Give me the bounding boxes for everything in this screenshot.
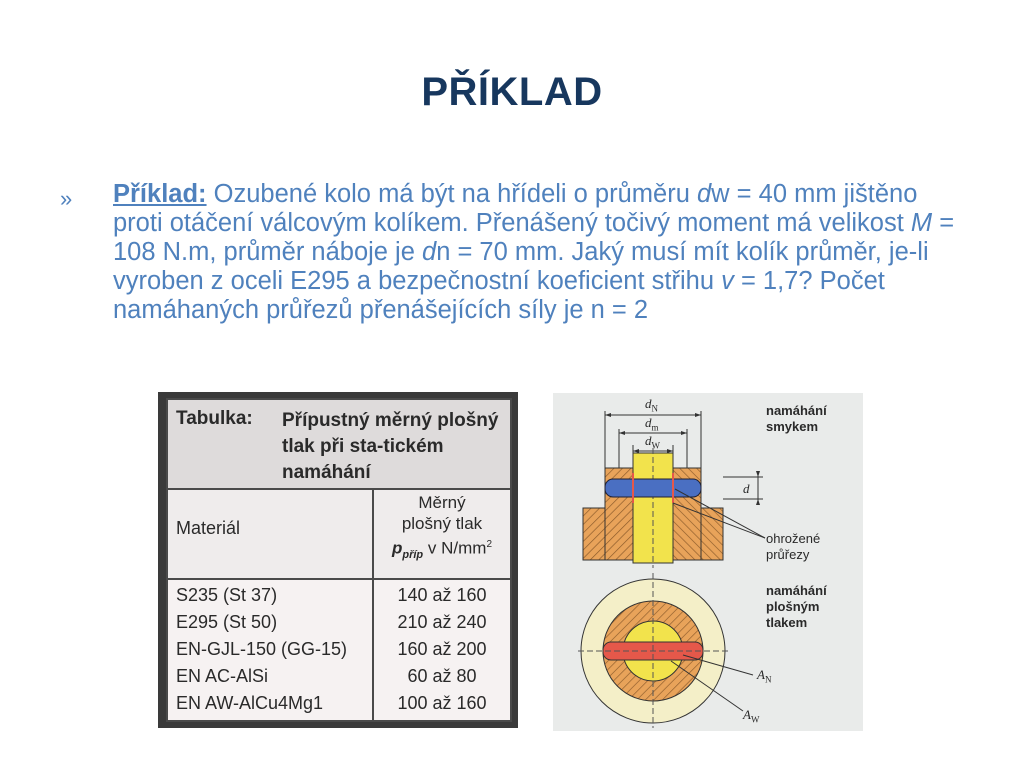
label-danger-line1: ohrožené [766,531,821,546]
pressure-unit: v N/mm [423,538,487,558]
pressure-symbol-sub: příp [402,549,424,562]
pressure-header-line3 [374,534,510,566]
label-an [757,667,771,685]
example-paragraph [113,180,973,325]
symbol-m: M [910,209,933,237]
table-caption-key: Tabulka: [176,408,253,429]
table-row [168,609,510,636]
dim-dm-sub: m [651,422,659,433]
text-part-3: = 108 N.m, průměr náboje je [113,209,955,266]
row-material: EN AC-AlSi [176,666,269,686]
label-pressure [766,583,827,631]
label-shear-line2: smykem [766,419,819,434]
row-material: E295 (St 50) [176,612,278,632]
row-value: 60 až 80 [407,666,477,686]
symbol-d: d [696,180,712,208]
symbol-d-hub: d [422,238,437,266]
pressure-unit-sup: 2 [486,539,492,550]
label-pressure-line1: namáhání [766,583,827,598]
dim-dw-sub: W [651,440,660,451]
pressure-header-line1: Měrný [418,493,466,512]
label-aw-sub: W [750,714,760,725]
pressure-symbol: p [391,538,403,558]
table-row [168,636,510,663]
table-header [168,400,510,490]
dim-d: d [743,481,750,496]
dim-dw-symbol: d [645,433,652,448]
label-pressure-line2: plošným [766,599,820,614]
label-pressure-line3: tlakem [766,615,808,630]
label-shear-line1: namáhání [766,403,827,418]
row-material: EN AW-AlCu4Mg1 [176,693,324,713]
pin-joint-drawing [553,393,863,731]
column-header-material: Materiál [176,518,241,538]
row-material: S235 (St 37) [176,585,278,605]
column-header-pressure [372,490,510,578]
dim-dw [645,433,660,451]
bullet-marker: » [60,186,73,211]
text-part-4: n = 70 mm. Jaký musí mít kolík průměr, je-li vyroben z oceli E295 a bezpečnostní koeficient střihu [113,238,929,295]
table-body [168,580,510,720]
text-part-5: = 1,7? Počet namáhaných průřezů přenášejících síly je n = 2 [113,267,885,324]
row-value: 100 až 160 [397,693,487,713]
table-row [168,663,510,690]
symbol-v: v [721,267,734,295]
dim-dn-symbol: d [645,396,652,411]
table-caption-text: Přípustný měrný plošný tlak při sta-tickém namáhání [282,410,499,483]
label-aw [743,707,759,725]
row-value: 160 až 200 [397,639,487,659]
row-value: 210 až 240 [397,612,487,632]
label-aw-symbol: A [743,707,751,722]
label-an-symbol: A [757,667,765,682]
dim-dm-symbol: d [645,415,652,430]
row-material: EN-GJL-150 (GG-15) [176,639,348,659]
example-label: Příklad: [113,180,207,208]
label-shear [766,403,827,435]
dim-dm [645,415,659,433]
label-danger [766,531,820,563]
pressure-table [166,398,512,722]
slide-title: PŘÍKLAD [421,70,603,114]
label-danger-line2: průřezy [766,547,810,562]
text-part-1: Ozubené kolo má být na hřídeli o průměru [206,180,697,208]
label-an-sub: N [764,674,772,685]
row-value: 140 až 160 [397,585,487,605]
pressure-header-line2: plošný tlak [401,514,483,533]
text-part-2: w = 40 mm jištěno proti otáčení válcovým kolíkem. Přenášený točivý moment má velikost [113,180,918,237]
table-column-headers [168,490,510,580]
dim-dn-sub: N [651,403,658,414]
table-row [168,582,510,609]
dim-dn [645,396,658,414]
table-row [168,690,510,717]
